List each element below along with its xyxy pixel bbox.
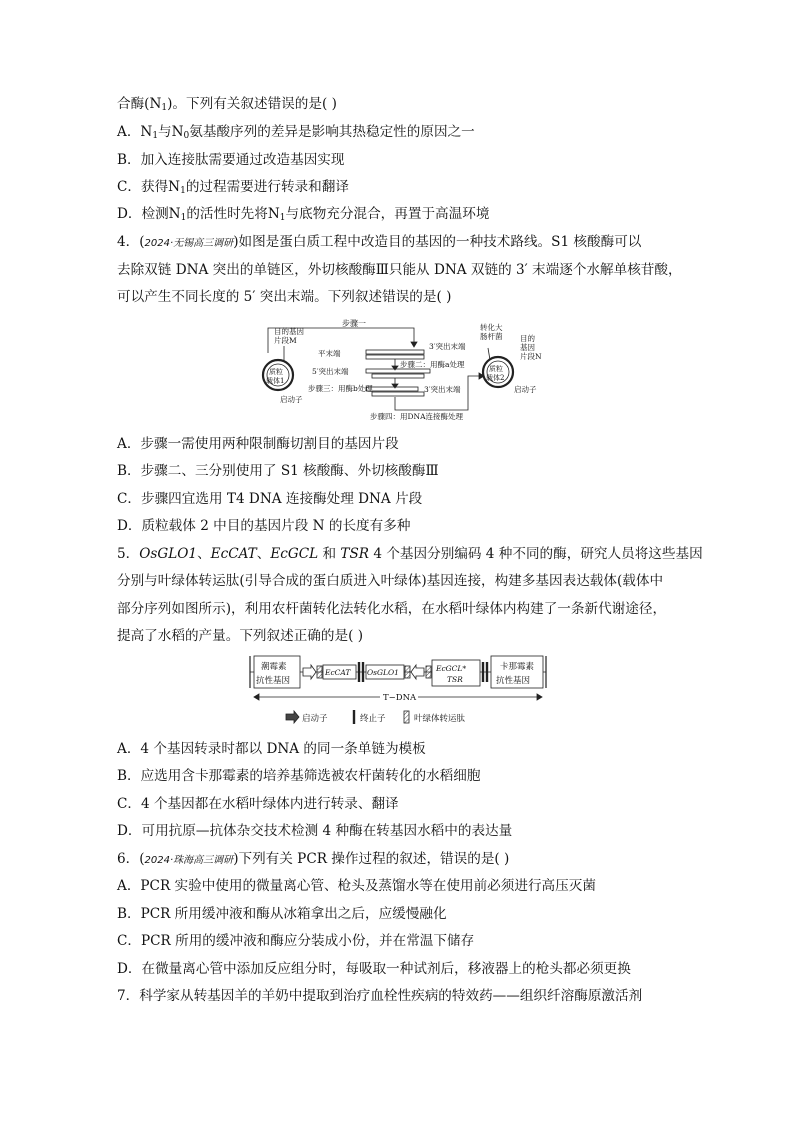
kan-label-1: 卡那霉素 (500, 662, 535, 672)
q3-option-d: D．检测$N_1$的活性时先将$N_1$与底物充分混合，再置于高温环境 (117, 206, 490, 223)
q4-option-a: A．步骤一需使用两种限制酶切割目的基因片段 (117, 436, 399, 452)
target-n-label-2: 基因 (520, 343, 535, 352)
target-m-label-2: 片段M (274, 336, 297, 345)
q5-stem-line2: 分别与叶绿体转运肽(引导合成的蛋白质进入叶绿体)基因连接，构建多基因表达载体(载体中 (117, 573, 664, 589)
plasmid1-label-1: 质粒 (269, 368, 283, 376)
legend-transit-icon (404, 711, 409, 723)
legend-promoter-label: 启动子 (302, 714, 328, 724)
ec-cat-label: EcCAT (325, 668, 351, 677)
plasmid2-label-2: 载体2 (486, 374, 505, 382)
step2-label: 步骤二：用酶a处理 (400, 360, 465, 369)
q5-stem-line1: 5．OsGLO1、EcCAT、EcGCL 和 TSR 4 个基因分别编码 4 种不同的酶，研究人员将这些基因 (117, 546, 703, 562)
q4-stem-line1: 4．(2024·无锡高三调研)如图是蛋白质工程中改造目的基因的一种技术路线。S1 核酸酶可以 (117, 234, 642, 250)
blunt-end-label: 平末端 (318, 349, 341, 358)
q6-option-b: B．PCR 所用缓冲液和酶从冰箱拿出之后，应缓慢融化 (117, 906, 447, 922)
q3-stem-tail: 合酶$(N_1)$。下列有关叙述错误的是( ) (117, 96, 337, 113)
target-n-label-3: 片段N (520, 352, 542, 361)
protrude5-label: 5′突出末端 (312, 367, 349, 376)
q6-option-c: C．PCR 所用的缓冲液和酶应分装成小份，并在常温下储存 (117, 933, 475, 949)
q4-stem-line3: 可以产生不同长度的 5′ 突出末端。下列叙述错误的是( ) (117, 289, 452, 305)
legend-promoter-icon (286, 711, 299, 723)
promoter-right-label: 启动子 (514, 385, 537, 394)
q5-stem-line3: 部分序列如图所示)，利用农杆菌转化法转化水稻，在水稻叶绿体内构建了一条新代谢途径， (117, 601, 667, 617)
legend-transit-label: 叶绿体转运肽 (414, 714, 466, 724)
kan-label-2: 抗性基因 (496, 676, 531, 686)
q6-option-d: D．在微量离心管中添加反应组分时，每吸取一种试剂后，移液器上的枪头都必须更换 (117, 961, 631, 977)
q5-option-d: D．可用抗原—抗体杂交技术检测 4 种酶在转基因水稻中的表达量 (117, 823, 513, 839)
legend-terminator-label: 终止子 (360, 714, 386, 724)
target-m-label-1: 目的基因 (274, 327, 304, 336)
q6-option-a: A．PCR 实验中使用的微量离心管、枪头及蒸馏水等在使用前必须进行高压灭菌 (117, 878, 596, 894)
protrude3-top-label: 3′突出末端 (429, 342, 466, 351)
step3-label: 步骤三：用酶b处理 (308, 384, 373, 393)
q3-option-b: B．加入连接肽需要通过改造基因实现 (117, 152, 345, 168)
q4-option-d: D．质粒载体 2 中目的基因片段 N 的长度有多种 (117, 518, 411, 534)
promoter-arrow-2 (411, 665, 424, 679)
protrude3-bottom-label: 3′突出末端 (424, 385, 461, 394)
q3-option-c: C．获得$N_1$的过程需要进行转录和翻译 (117, 179, 349, 196)
plasmid1-label-2: 载体1 (266, 377, 285, 385)
q5-option-c: C．4 个基因都在水稻叶绿体内进行转录、翻译 (117, 796, 399, 812)
transform-label-1: 转化大 (480, 323, 503, 332)
q5-option-a: A．4 个基因转录时都以 DNA 的同一条单链为模板 (117, 741, 426, 757)
promoter-arrow-1 (303, 665, 316, 679)
q4-option-b: B．步骤二、三分别使用了 S1 核酸酶、外切核酸酶Ⅲ (117, 463, 439, 479)
q4-figure (258, 318, 548, 422)
transform-label-2: 肠杆菌 (480, 332, 503, 341)
ec-gcl-label: EcGCL* (436, 664, 467, 673)
q5-stem-line4: 提高了水稻的产量。下列叙述正确的是( ) (117, 628, 364, 644)
q5-option-b: B．应选用含卡那霉素的培养基筛选被农杆菌转化的水稻细胞 (117, 768, 481, 784)
q4-stem-line2: 去除双链 DNA 突出的单链区，外切核酸酶Ⅲ只能从 DNA 双链的 3′ 末端逐个水解单核苷酸， (117, 262, 682, 278)
q7-stem-line1: 7．科学家从转基因羊的羊奶中提取到治疗血栓性疾病的特效药——组织纤溶酶原激活剂 (117, 988, 643, 1004)
q6-stem: 6．(2024·珠海高三调研)下列有关 PCR 操作过程的叙述，错误的是( ) (117, 851, 510, 867)
q4-option-c: C．步骤四宜选用 T4 DNA 连接酶处理 DNA 片段 (117, 491, 423, 507)
q3-option-a: A．$N_1$与$N_0$氨基酸序列的差异是影响其热稳定性的原因之一 (117, 124, 475, 141)
os-glo1-label: OsGLO1 (367, 668, 399, 677)
step1-label: 步骤一 (342, 319, 366, 328)
tdna-label: T−DNA (383, 693, 417, 703)
target-n-label-1: 目的 (520, 334, 535, 343)
hyg-label-2: 抗性基因 (256, 676, 291, 686)
hyg-label-1: 潮霉素 (261, 662, 287, 672)
q5-figure (246, 652, 551, 730)
step4-label: 步骤四：用DNA连接酶处理 (370, 412, 463, 421)
plasmid2-label-1: 质粒 (489, 365, 503, 373)
tsr-label: TSR (447, 675, 463, 684)
promoter-left-label: 启动子 (280, 395, 303, 404)
